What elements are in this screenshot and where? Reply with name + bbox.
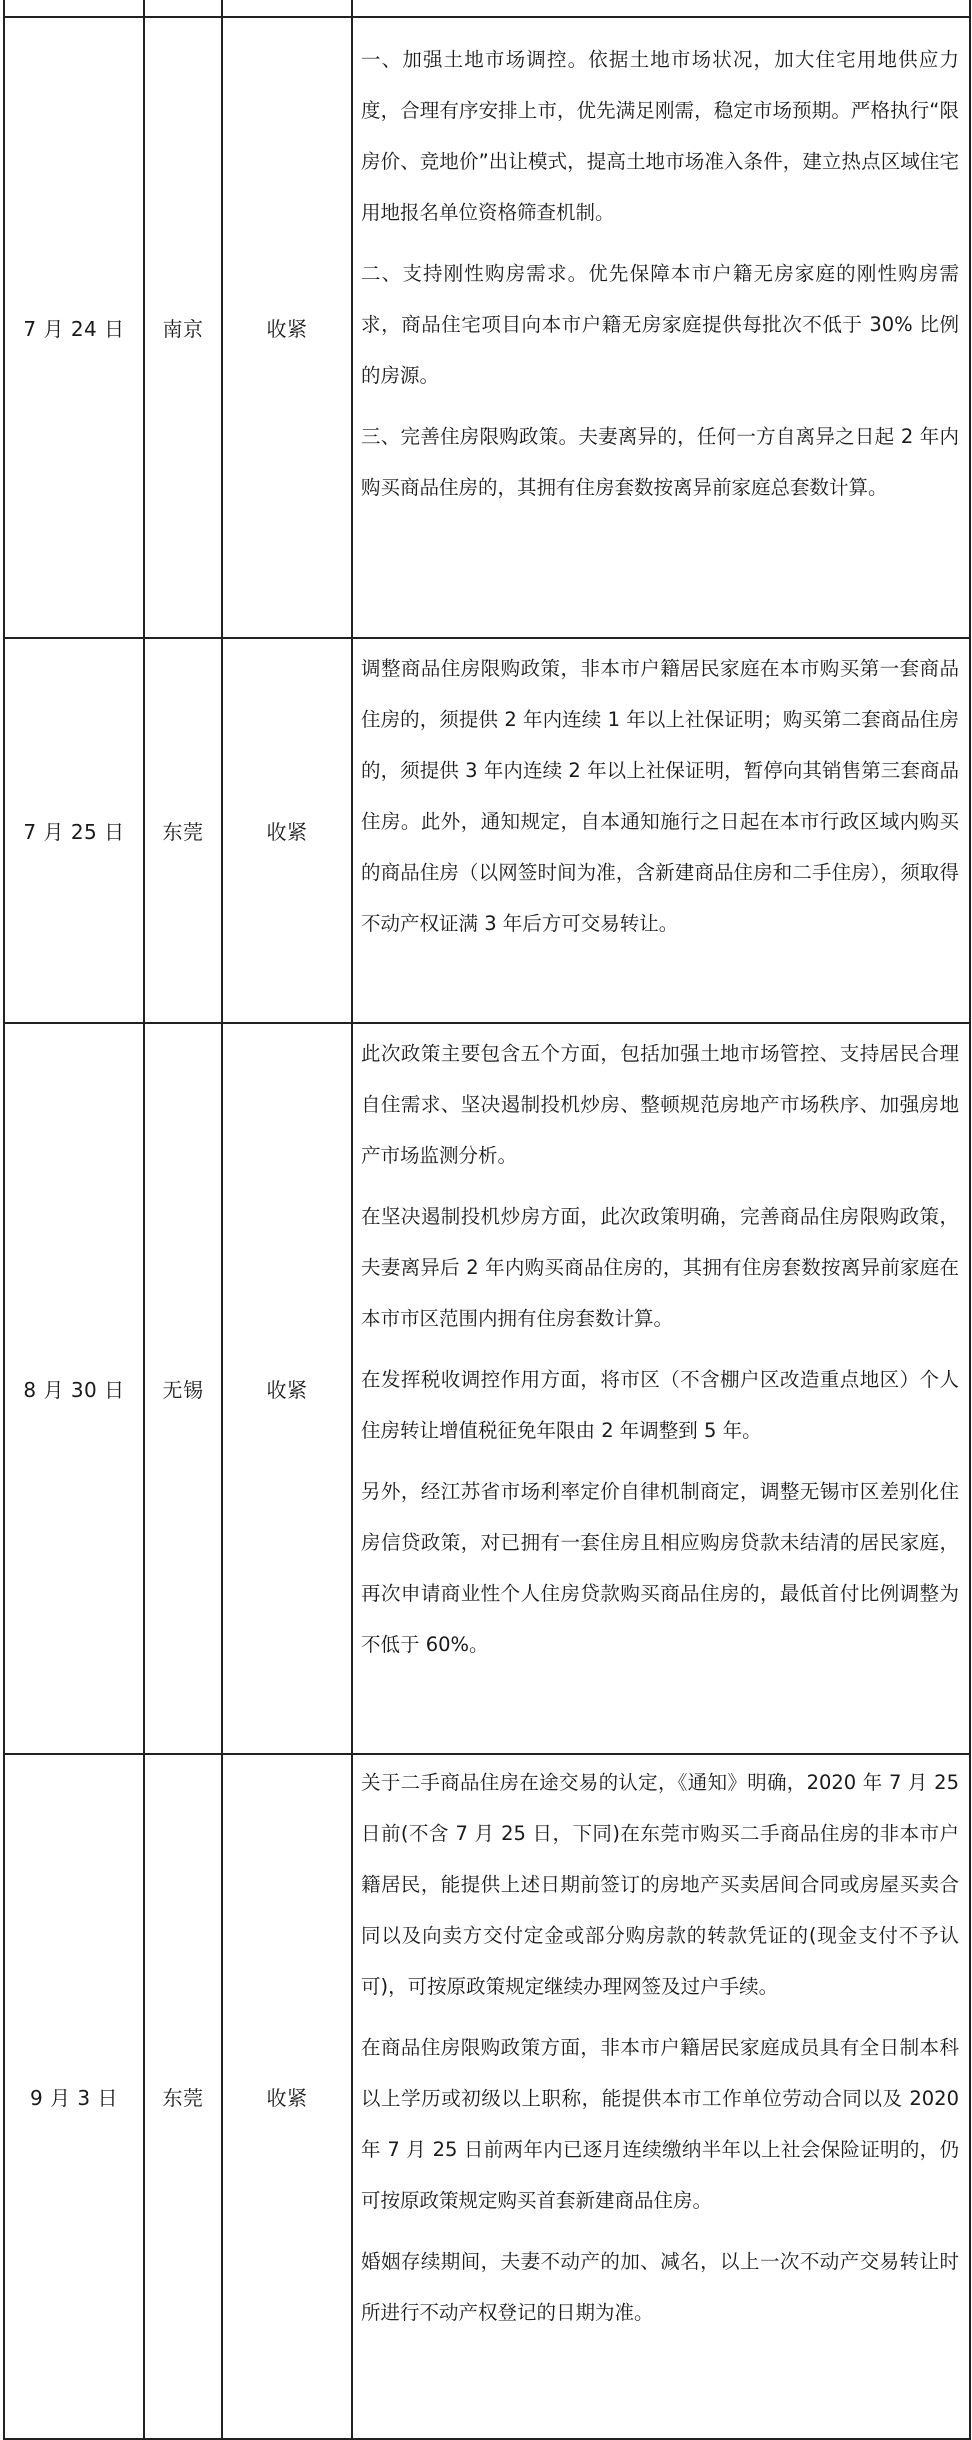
policy-content-cell [352, 1023, 970, 1754]
policy-content-cell [352, 17, 970, 638]
date-cell: 8 月 30 日 [4, 1023, 144, 1754]
policy-paragraph: 二、支持刚性购房需求。优先保障本市户籍无房家庭的刚性购房需求，商品住宅项目向本市户籍无房家庭提供每批次不低于 30% 比例的房源。 [361, 262, 959, 387]
policy-paragraph: 三、完善住房限购政策。夫妻离异的，任何一方自离异之日起 2 年内购买商品住房的，其拥有住房套数按离异前家庭总套数计算。 [361, 425, 959, 499]
stub-cell [352, 0, 970, 17]
table-row [4, 1754, 970, 2439]
policy-content-cell [352, 638, 970, 1023]
city-cell: 东莞 [144, 638, 222, 1023]
policy-content-cell [352, 1754, 970, 2439]
policy-paragraph: 此次政策主要包含五个方面，包括加强土地市场管控、支持居民合理自住需求、坚决遏制投机炒房、整顿规范房地产市场秩序、加强房地产市场监测分析。 [361, 1042, 959, 1167]
date-cell: 7 月 24 日 [4, 17, 144, 638]
policy-paragraph: 调整商品住房限购政策，非本市户籍居民家庭在本市购买第一套商品住房的，须提供 2 年内连续 1 年以上社保证明；购买第二套商品住房的，须提供 3 年内连续 2 年以上社保证明，暂停向其销售第三套商品住房。此外，通知规定，自本通知施行之日起在本市行政区域内购买的商品住房（以网签时间为准，含新建商品住房和二手住房），须取得不动产权证满 3 年后方可交易转让。 [361, 657, 959, 935]
table-row-partial-top [4, 0, 970, 17]
date-cell: 7 月 25 日 [4, 638, 144, 1023]
direction-cell: 收紧 [222, 638, 352, 1023]
policy-paragraph: 在坚决遏制投机炒房方面，此次政策明确，完善商品住房限购政策，夫妻离异后 2 年内购买商品住房的，其拥有住房套数按离异前家庭在本市市区范围内拥有住房套数计算。 [361, 1205, 959, 1330]
policy-paragraph: 关于二手商品住房在途交易的认定，《通知》明确，2020 年 7 月 25 日前(不含 7 月 25 日，下同)在东莞市购买二手商品住房的非本市户籍居民，能提供上述日期前签订的房地产买卖居间合同或房屋买卖合同以及向卖方交付定金或部分购房款的转款凭证的(现金支付不予认可)，可按原政策规定继续办理网签及过户手续。 [361, 1771, 959, 1998]
policy-table [3, 0, 971, 2440]
direction-cell: 收紧 [222, 1754, 352, 2439]
stub-cell [4, 0, 144, 17]
policy-paragraph: 在发挥税收调控作用方面，将市区（不含棚户区改造重点地区）个人住房转让增值税征免年限由 2 年调整到 5 年。 [361, 1368, 959, 1442]
table-row [4, 638, 970, 1023]
city-cell: 东莞 [144, 1754, 222, 2439]
table-row [4, 1023, 970, 1754]
stub-cell [144, 0, 222, 17]
policy-paragraph: 在商品住房限购政策方面，非本市户籍居民家庭成员具有全日制本科以上学历或初级以上职称，能提供本市工作单位劳动合同以及 2020 年 7 月 25 日前两年内已逐月连续缴纳半年以上社会保险证明的，仍可按原政策规定购买首套新建商品住房。 [361, 2036, 959, 2212]
direction-cell: 收紧 [222, 17, 352, 638]
stub-cell [222, 0, 352, 17]
table-row [4, 17, 970, 638]
direction-cell: 收紧 [222, 1023, 352, 1754]
city-cell: 无锡 [144, 1023, 222, 1754]
city-cell: 南京 [144, 17, 222, 638]
date-cell: 9 月 3 日 [4, 1754, 144, 2439]
policy-paragraph: 另外，经江苏省市场利率定价自律机制商定，调整无锡市区差别化住房信贷政策，对已拥有一套住房且相应购房贷款未结清的居民家庭，再次申请商业性个人住房贷款购买商品住房的，最低首付比例调整为不低于 60%。 [361, 1480, 959, 1656]
policy-paragraph: 一、加强土地市场调控。依据土地市场状况，加大住宅用地供应力度，合理有序安排上市，优先满足刚需，稳定市场预期。严格执行“限房价、竞地价”出让模式，提高土地市场准入条件，建立热点区域住宅用地报名单位资格筛查机制。 [361, 48, 959, 224]
policy-paragraph: 婚姻存续期间，夫妻不动产的加、减名，以上一次不动产交易转让时所进行不动产权登记的日期为准。 [361, 2250, 959, 2324]
